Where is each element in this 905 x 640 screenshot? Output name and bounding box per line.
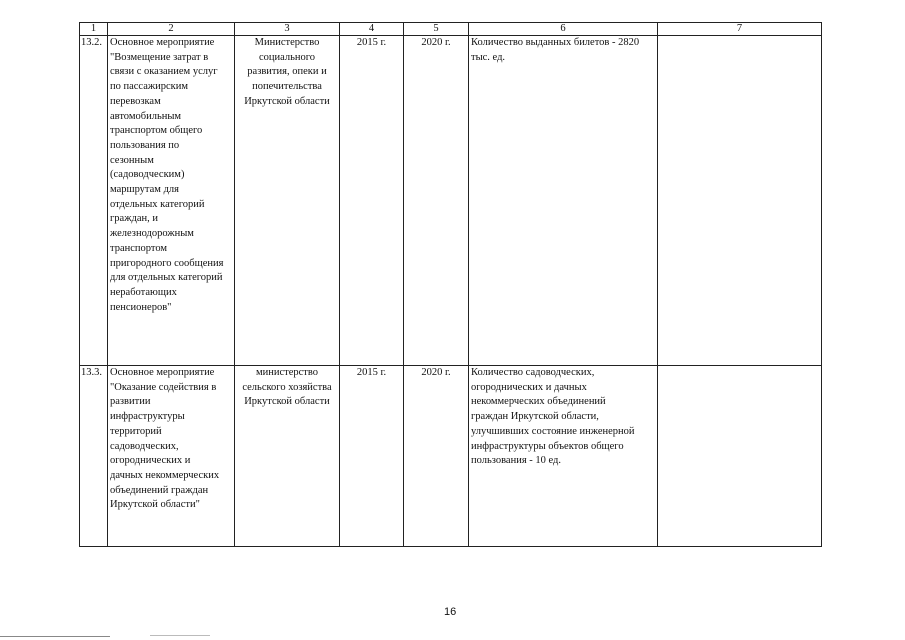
executor: министерство сельского хозяйства Иркутской области bbox=[235, 366, 340, 547]
header-cell-7: 7 bbox=[658, 23, 822, 36]
end-year: 2020 г. bbox=[404, 366, 469, 547]
header-cell-6: 6 bbox=[469, 23, 658, 36]
page-number: 16 bbox=[444, 606, 457, 618]
start-year: 2015 г. bbox=[340, 366, 404, 547]
activity-name: Основное мероприятие "Оказание содействия в развитии инфраструктуры территорий садоводческих, огороднических и дачных некоммерческих объединений граждан Иркутской области" bbox=[108, 366, 235, 547]
row-number: 13.3. bbox=[80, 366, 108, 547]
executor: Министерство социального развития, опеки и попечительства Иркутской области bbox=[235, 36, 340, 366]
column-7-cell bbox=[658, 366, 822, 547]
header-cell-3: 3 bbox=[235, 23, 340, 36]
header-cell-5: 5 bbox=[404, 23, 469, 36]
header-cell-1: 1 bbox=[80, 23, 108, 36]
header-cell-2: 2 bbox=[108, 23, 235, 36]
column-7-cell bbox=[658, 36, 822, 366]
indicator: Количество выданных билетов - 2820 тыс. ед. bbox=[469, 36, 658, 366]
indicator: Количество садоводческих, огороднических и дачных некоммерческих объединений граждан Иркутской области, улучшивших состояние инженерной инфраструктуры объектов общего пользования - 10 ед. bbox=[469, 366, 658, 547]
scan-edge-line bbox=[150, 635, 210, 636]
activity-name: Основное мероприятие "Возмещение затрат в связи с оказанием услуг по пассажирским перевозкам автомобильным транспортом общего пользования по сезонным (садоводческим) маршрутам для отдельных категорий граждан, и железнодорожным транспортом пригородного сообщения для отдельных категорий неработающих пенсионеров" bbox=[108, 36, 235, 366]
header-row bbox=[80, 23, 822, 36]
row-number: 13.2. bbox=[80, 36, 108, 366]
table-row bbox=[80, 36, 822, 366]
start-year: 2015 г. bbox=[340, 36, 404, 366]
header-cell-4: 4 bbox=[340, 23, 404, 36]
end-year: 2020 г. bbox=[404, 36, 469, 366]
program-table bbox=[79, 22, 822, 547]
scan-edge-line bbox=[0, 636, 110, 637]
table-row bbox=[80, 366, 822, 547]
